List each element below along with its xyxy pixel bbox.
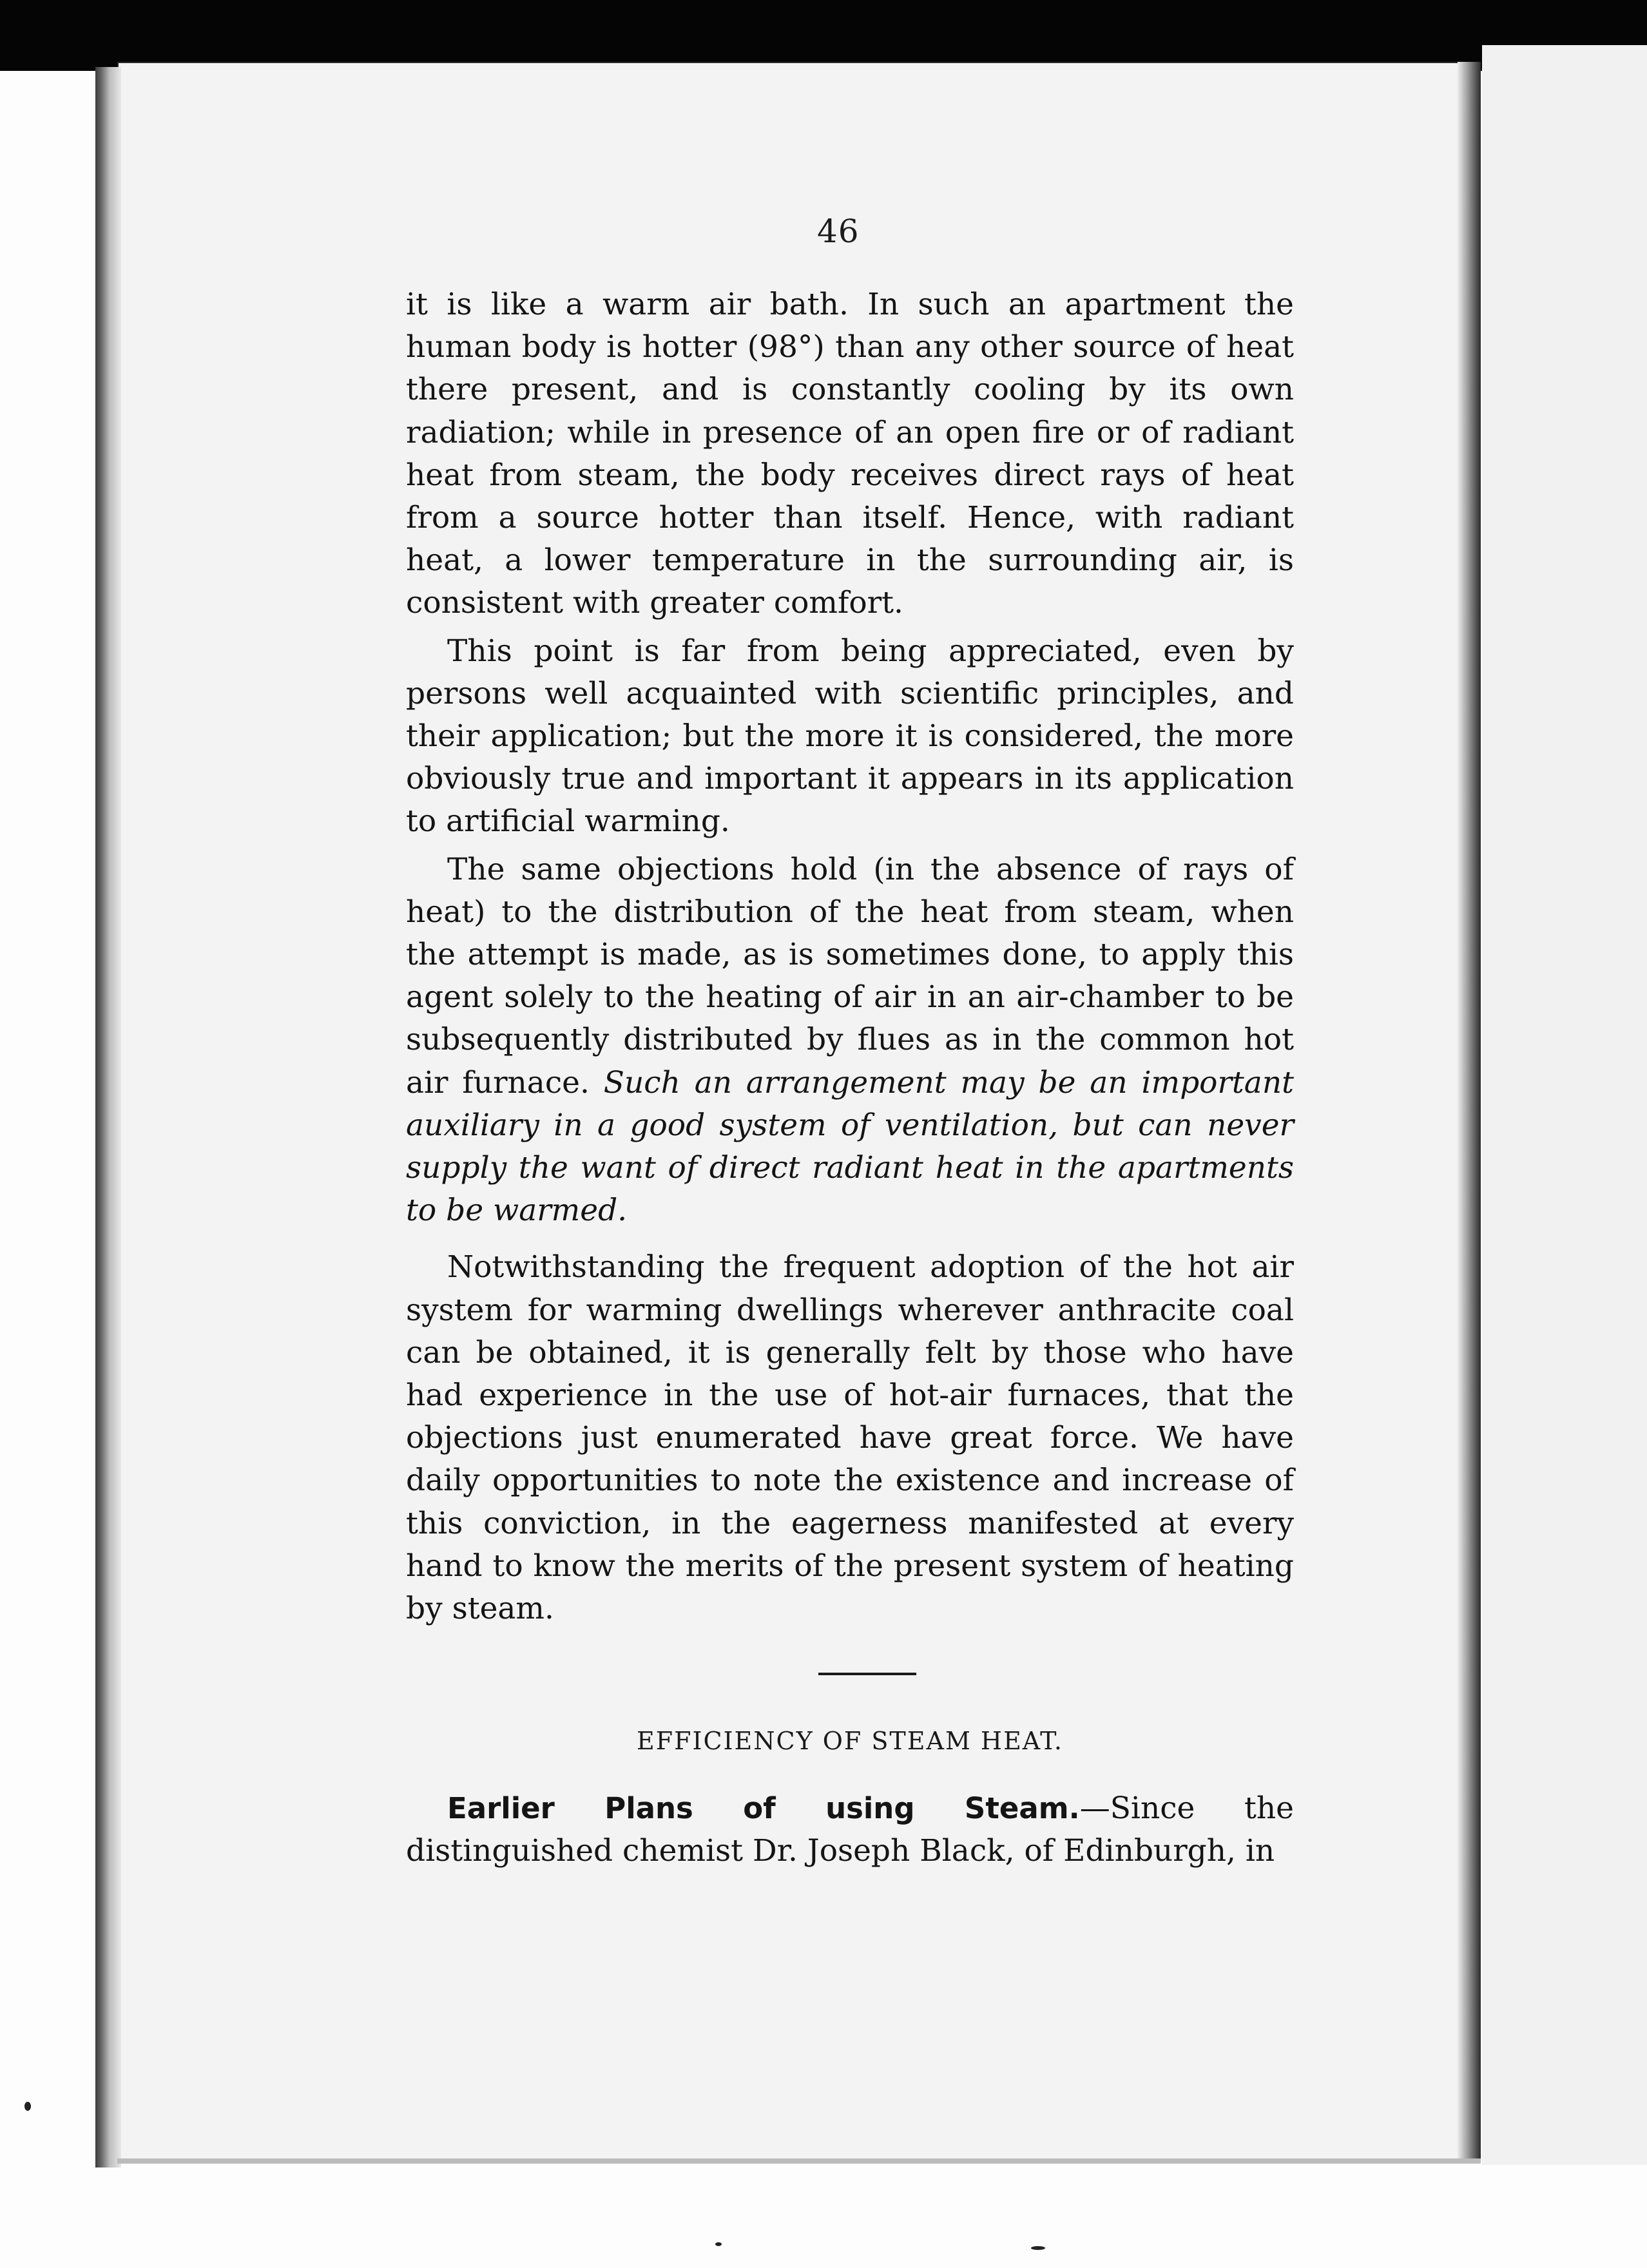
scan-top-shadow [0,0,1647,71]
section-heading: EFFICIENCY OF STEAM HEAT. [636,1727,1064,1755]
paragraph-3-italic-text: Such an arrangement may be an important auxiliary in a good system of ventilation, but can never supply the want of direct radiant heat in the apartments to be warmed. [406,1064,1294,1229]
section-subheading: Earlier Plans of using Steam. [447,1791,1080,1825]
section-paragraph [406,1787,1294,1872]
section-paragraph-text: —Since the distinguished chemist Dr. Joseph Black, of Edinburgh, in [406,1791,1294,1869]
scan-speck [1031,2246,1045,2250]
scan-speck [24,2102,31,2111]
scan-speck [715,2242,722,2246]
page-number: 46 [817,213,860,250]
page-binding-edge [95,67,121,2167]
facing-page-edge [1482,45,1647,2165]
paragraph-4: Notwithstanding the frequent adoption of the hot air system for warming dwellings wherever anthracite coal can be obtained, it is generally felt by those who have had experience in the use of hot-air furnaces, that the objections just enumerated have great force. We have daily opportunities to note the existence and increase of this conviction, in the eagerness manifested at every hand to know the merits of the present system of heating by steam. [406,1249,1294,1627]
body-text [406,284,1294,1630]
paragraph-3 [406,849,1294,1233]
page-fore-edge [1458,62,1481,2164]
section-divider [818,1673,916,1675]
paragraph-1: it is like a warm air bath. In such an apartment the human body is hotter (98°) than any other source of heat there present, and is constantly cooling by its own radiation; while in presence of an open fire or of radiant heat from steam, the body receives direct rays of heat from a source hotter than itself. Hence, with radiant heat, a lower temperature in the surrounding air, is consistent with greater comfort. [406,287,1294,621]
page-bottom-edge [117,2158,1481,2164]
paragraph-3-text: The same objections hold (in the absence of rays of heat) to the distribution of the heat from steam, when the attempt is made, as is sometimes done, to apply this agent solely to the heating of air in an air-chamber to be subsequently distributed by flues as in the common hot air furnace. [406,851,1294,1100]
paragraph-2: This point is far from being appreciated, even by persons well acquainted with scientific principles, and their application; but the more it is considered, the more obviously true and important it appears in its application to artificial warming. [406,633,1294,840]
